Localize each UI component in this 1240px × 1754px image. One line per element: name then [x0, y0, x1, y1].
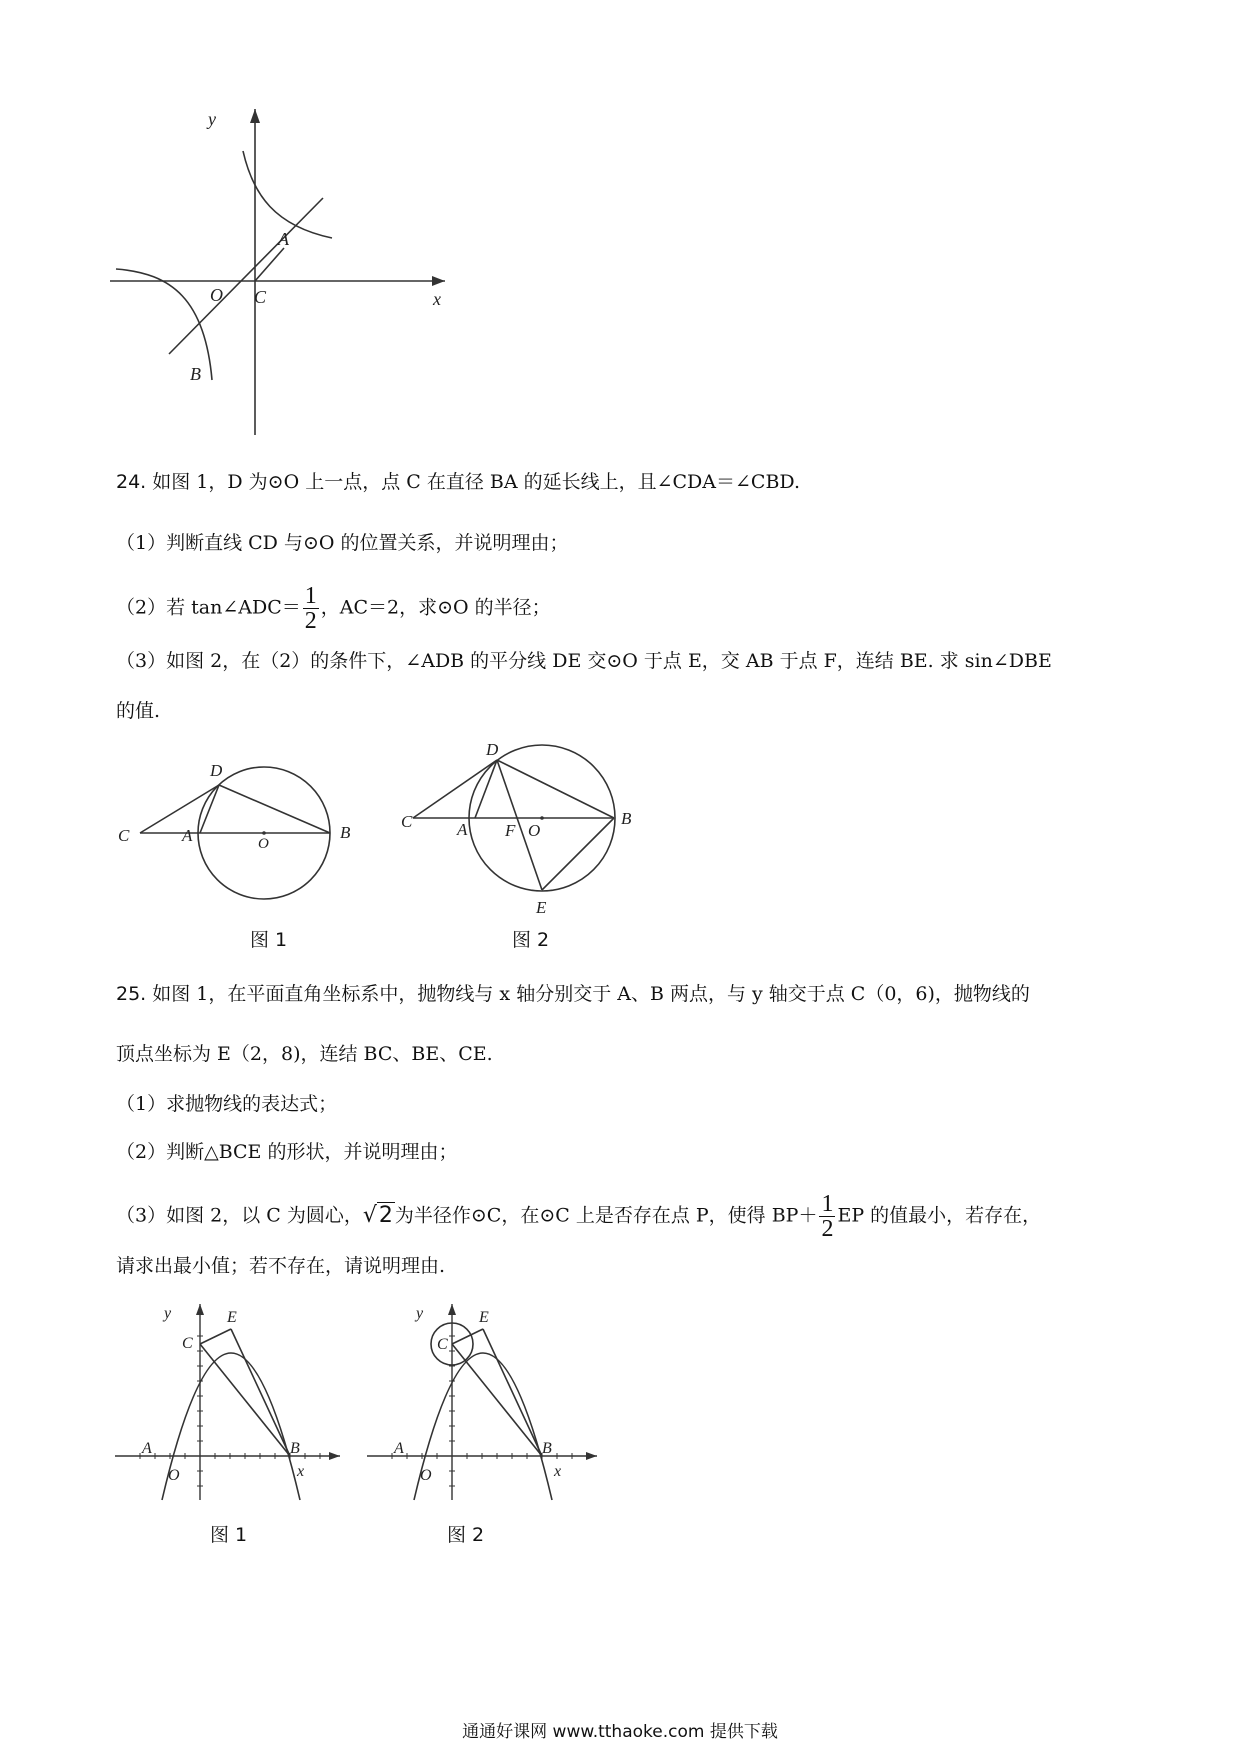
q25-part3-text-c: EP 的值最小，若存在，: [837, 1204, 1042, 1227]
hyperbola-branch-q1: [243, 151, 332, 238]
center-o-dot: [540, 816, 544, 820]
label-o: O: [528, 821, 541, 840]
label-o: O: [210, 285, 223, 305]
q24-part2-fraction: [303, 584, 319, 633]
q25-part3: [116, 1192, 1041, 1241]
x-axis-arrow: [432, 276, 445, 286]
q25-number: 25.: [116, 983, 147, 1005]
q25-stem-1: 如图 1，在平面直角坐标系中，抛物线与 x 轴分别交于 A、B 两点，与 y 轴交于点 C（0，6)，抛物线的: [152, 983, 1030, 1005]
fraction-denominator: 2: [821, 1216, 834, 1242]
label-c: C: [254, 287, 267, 307]
label-b: B: [621, 809, 632, 828]
label-c: C: [118, 826, 130, 845]
segment-ce: [200, 1329, 231, 1344]
q25-sqrt: √2: [362, 1202, 393, 1228]
q25-part1: （1）求抛物线的表达式；: [116, 1093, 338, 1115]
label-e: E: [227, 1309, 237, 1326]
label-d: D: [210, 761, 223, 780]
q25-part3d: 请求出最小值；若不存在，请说明理由.: [116, 1255, 446, 1277]
q25-figure-2: [367, 1290, 607, 1505]
x-axis-arrow: [586, 1452, 597, 1460]
label-a: A: [182, 826, 193, 845]
segment-be: [542, 818, 614, 890]
q25-line1: [116, 980, 1030, 1008]
q25-part3-fraction: [819, 1192, 835, 1241]
fraction-numerator: 1: [821, 1191, 834, 1217]
label-y: y: [416, 1305, 424, 1322]
q24-part3a: （3）如图 2，在（2）的条件下，∠ADB 的平分线 DE 交⊙O 于点 E，交 AB 于点 F，连结 BE. 求 sin∠DBE: [116, 650, 1052, 672]
parabola: [414, 1353, 552, 1500]
segment-db: [219, 785, 330, 833]
q24-number: 24.: [116, 471, 147, 493]
q24-part3b: 的值.: [116, 700, 161, 722]
label-y: y: [208, 109, 216, 129]
label-c: C: [401, 812, 413, 831]
q24-figure-1: [110, 740, 370, 900]
y-axis-arrow: [250, 109, 260, 123]
label-o: O: [168, 1467, 180, 1484]
label-y: y: [164, 1305, 172, 1322]
label-a: A: [394, 1440, 404, 1457]
segment-cd: [140, 785, 219, 833]
q25-part2: （2）判断△BCE 的形状，并说明理由；: [116, 1141, 458, 1163]
q24-part1: （1）判断直线 CD 与⊙O 的位置关系，并说明理由；: [116, 532, 569, 554]
q25-part3-text-a: （3）如图 2，以 C 为圆心，: [116, 1204, 363, 1227]
q24-line1: [116, 468, 800, 496]
q24-part2-text-b: ，AC＝2，求⊙O 的半径；: [320, 596, 551, 619]
q24-stem: 如图 1，D 为⊙O 上一点，点 C 在直径 BA 的延长线上，且∠CDA＝∠CBD.: [152, 471, 801, 493]
page-footer: 通通好课网 www.tthaoke.com 提供下载: [462, 1722, 778, 1742]
label-f: F: [505, 821, 516, 840]
center-o-dot: [262, 831, 266, 835]
q24-figure-1-caption: 图 1: [250, 929, 288, 951]
label-a: A: [278, 229, 289, 249]
q25-line2: 顶点坐标为 E（2，8)，连结 BC、BE、CE.: [116, 1043, 493, 1065]
q24-part2: [116, 584, 551, 633]
label-o: O: [258, 836, 269, 852]
label-d: D: [486, 740, 499, 759]
label-x: x: [433, 289, 441, 309]
label-a: A: [457, 820, 468, 839]
label-e: E: [479, 1309, 489, 1326]
line-ab: [169, 198, 323, 354]
label-e: E: [536, 898, 547, 917]
label-b: B: [340, 823, 351, 842]
label-x: x: [297, 1463, 305, 1480]
q25-part3-text-b: 为半径作⊙C，在⊙C 上是否存在点 P，使得 BP＋: [394, 1204, 818, 1227]
label-x: x: [554, 1463, 562, 1480]
q24-figure-2-caption: 图 2: [512, 929, 550, 951]
fraction-numerator: 1: [304, 583, 317, 609]
label-b: B: [290, 1440, 300, 1457]
label-b: B: [542, 1440, 552, 1457]
label-a: A: [142, 1440, 152, 1457]
label-c: C: [437, 1336, 448, 1353]
label-c: C: [182, 1335, 193, 1352]
q25-figure-2-caption: 图 2: [447, 1524, 485, 1546]
sqrt-radicand: 2: [378, 1202, 393, 1228]
parabola: [162, 1353, 300, 1500]
label-o: O: [420, 1467, 432, 1484]
x-axis-arrow: [329, 1452, 340, 1460]
fraction-denominator: 2: [304, 608, 317, 634]
segment-cd: [413, 760, 497, 818]
label-b: B: [190, 364, 201, 384]
q25-figure-1: [115, 1290, 355, 1505]
segment-da: [475, 760, 497, 818]
q25-figure-1-caption: 图 1: [210, 1524, 248, 1546]
y-axis-arrow: [448, 1304, 456, 1315]
hyperbola-figure: [110, 95, 460, 435]
q24-figure-2: [385, 735, 645, 915]
q24-part2-text-a: （2）若 tan∠ADC＝: [116, 596, 301, 619]
segment-ce: [452, 1329, 483, 1344]
y-axis-arrow: [196, 1304, 204, 1315]
